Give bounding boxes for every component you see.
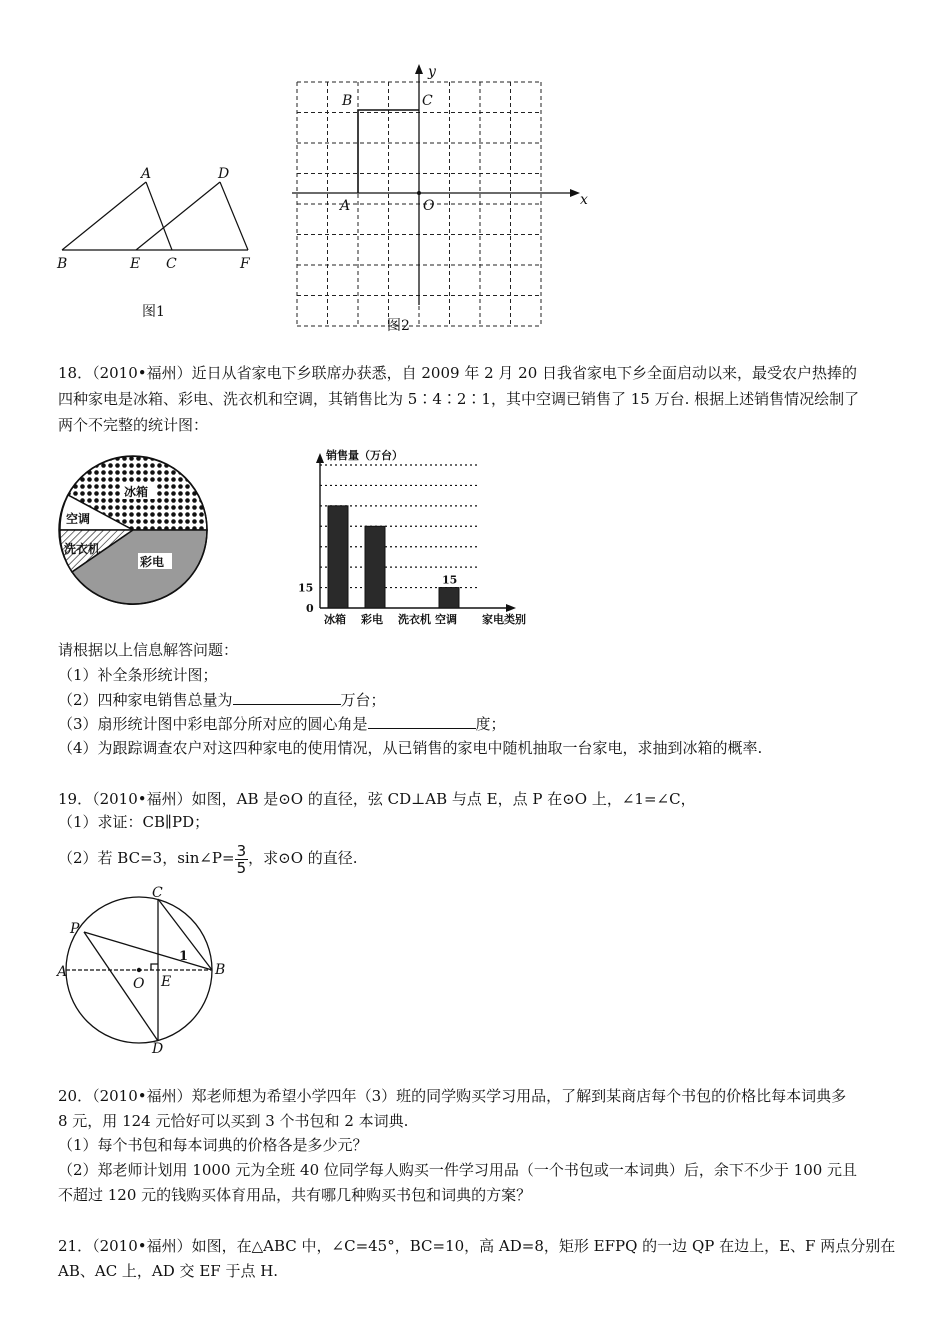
pie-label-washer: 洗衣机 — [64, 542, 101, 556]
fig1-label-d: D — [218, 166, 230, 182]
fig2-label-y: y — [428, 64, 436, 80]
figure-2-grid — [290, 60, 600, 335]
circle-label-b: B — [215, 962, 226, 978]
q20-sub-2b: 不超过 120 元的钱购买体育用品，共有哪几种购买书包和词典的方案？ — [58, 1186, 532, 1204]
fig2-label-c: C — [422, 93, 433, 109]
q19-sub-2-tail: ，求⊙O 的直径. — [248, 849, 358, 867]
pie-label-tv: 彩电 — [140, 555, 165, 569]
q18-sub-2 — [58, 690, 386, 710]
circle-label-d: D — [152, 1041, 164, 1057]
q19-sub-2-text: （2）若 BC=3，sin∠P= — [58, 849, 235, 867]
y-tick-label-15: 15 — [298, 581, 314, 595]
bar-xlabel: 家电类别 — [482, 613, 526, 626]
q18-line-1: 18．（2010•福州）近日从省家电下乡联席办获悉，自 2009 年 2 月 20 日我省家电下乡全面启动以来，最受农户热捧的 — [58, 364, 858, 382]
q19-sub-1: （1）求证：CB∥PD； — [58, 813, 210, 831]
q21-line-2: AB、AC 上，AD 交 EF 于点 H. — [58, 1262, 279, 1280]
q20-line-1: 20．（2010•福州）郑老师想为希望小学四年（3）班的同学购买学习用品，了解到某商店每个书包的价格比每本词典多 — [58, 1087, 847, 1105]
circle-label-c: C — [152, 885, 163, 901]
q20-sub-1: （1）每个书包和每本词典的价格各是多少元？ — [58, 1136, 368, 1154]
bar-3 — [439, 588, 459, 608]
circle-label-o: O — [133, 976, 145, 992]
q18-sub-4: （4）为跟踪调查农户对这四种家电的使用情况，从已销售的家电中随机抽取一台家电，求抽到冰箱的概率. — [58, 739, 763, 757]
q18-sub-2-text: （2）四种家电销售总量为 — [58, 691, 233, 709]
q18-sub-2-unit: 万台； — [340, 691, 386, 709]
data-label-3: 15 — [442, 573, 458, 587]
bar-chart — [290, 445, 550, 630]
bar-0 — [328, 506, 348, 608]
fig1-label-b: B — [57, 256, 68, 272]
q19-sub-2 — [58, 838, 358, 878]
pie-label-ac: 空调 — [66, 512, 91, 526]
fig1-label-c: C — [166, 256, 177, 272]
q18-sub-1: （1）补全条形统计图； — [58, 666, 218, 684]
q20-line-2: 8 元，用 124 元恰好可以买到 3 个书包和 2 本词典. — [58, 1112, 409, 1130]
bar-chart-title: 销售量（万台） — [326, 449, 403, 462]
q20-sub-2a: （2）郑老师计划用 1000 元为全班 40 位同学每人购买一件学习用品（一个书包或一本词典）后，余下不少于 100 元且 — [58, 1161, 858, 1179]
circle-label-angle-1: 1 — [179, 949, 189, 964]
frac-denominator: 5 — [236, 858, 247, 877]
fig1-label-e: E — [130, 256, 141, 272]
figure-1-triangles — [50, 160, 270, 325]
q19-line-1: 19．（2010•福州）如图，AB 是⊙O 的直径，弦 CD⊥AB 与点 E，点 P 在⊙O 上，∠1=∠C， — [58, 790, 696, 808]
circle-label-e: E — [161, 974, 172, 990]
x-tick-label-2: 洗衣机 — [398, 613, 431, 626]
figure-circle — [55, 885, 235, 1057]
q18-intro: 请根据以上信息解答问题： — [58, 641, 239, 659]
fig1-label-f: F — [240, 256, 250, 272]
fig2-label-a: A — [340, 198, 351, 214]
q18-line-2: 四种家电是冰箱、彩电、洗衣机和空调，其销售比为 5∶4∶2∶1，其中空调已销售了 15 万台. 根据上述销售情况绘制了 — [58, 390, 860, 408]
pie-label-fridge: 冰箱 — [124, 485, 149, 499]
y-tick-label-0: 0 — [306, 602, 314, 615]
fig2-label-o: O — [423, 198, 435, 214]
fig1-label-a: A — [141, 166, 152, 182]
q18-line-3: 两个不完整的统计图： — [58, 416, 209, 434]
circle-label-a: A — [57, 964, 68, 980]
q18-sub-2-blank[interactable] — [233, 690, 341, 705]
q18-sub-3 — [58, 714, 506, 734]
circle-label-p: P — [70, 921, 80, 937]
fig2-caption: 图2 — [387, 318, 410, 334]
fig2-label-x: x — [580, 192, 588, 208]
fig2-label-b: B — [342, 93, 353, 109]
pie-chart — [58, 455, 218, 615]
x-tick-label-3: 空调 — [435, 613, 457, 626]
x-tick-label-0: 冰箱 — [324, 613, 346, 626]
x-tick-label-1: 彩电 — [361, 613, 383, 626]
q18-sub-3-unit: 度； — [475, 715, 506, 733]
frac-numerator: 3 — [236, 841, 247, 860]
q21-line-1: 21．（2010•福州）如图，在△ABC 中，∠C=45°，BC=10，高 AD=8，矩形 EFPQ 的一边 QP 在边上，E、F 两点分别在 — [58, 1237, 896, 1255]
bar-1 — [365, 526, 385, 608]
sin-fraction — [235, 843, 249, 876]
fig1-caption: 图1 — [142, 304, 165, 320]
q18-sub-3-text: （3）扇形统计图中彩电部分所对应的圆心角是 — [58, 715, 368, 733]
q18-sub-3-blank[interactable] — [368, 714, 476, 729]
